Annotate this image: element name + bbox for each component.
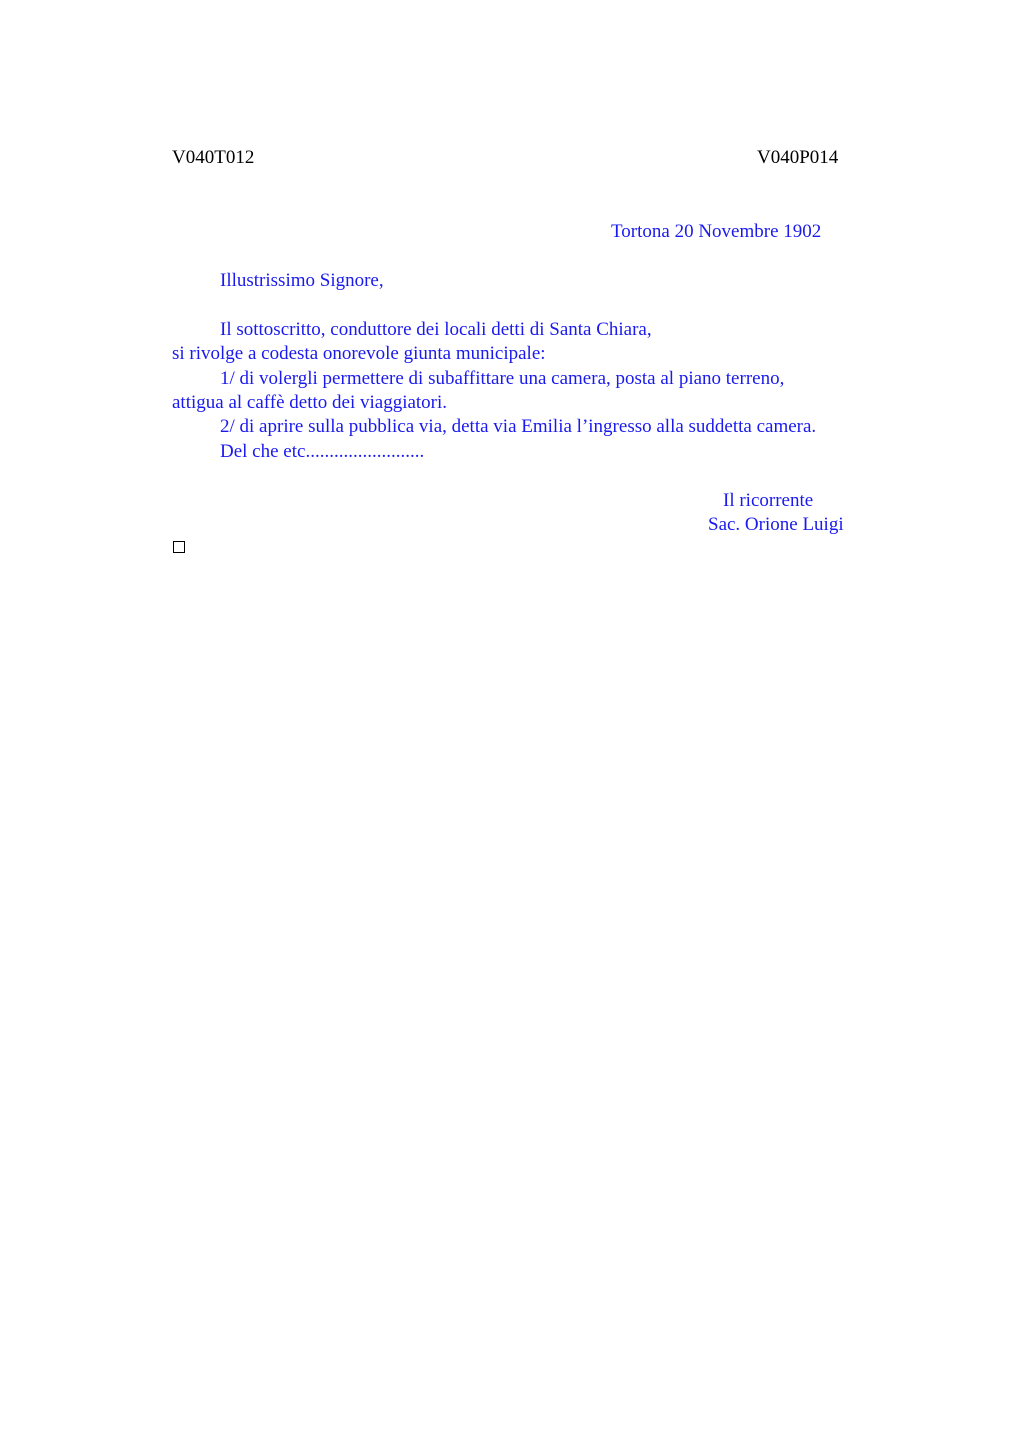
body-line: Il sottoscritto, conduttore dei locali detti di Santa Chiara, [220, 319, 652, 340]
body-line: 2/ di aprire sulla pubblica via, detta via Emilia l’ingresso alla suddetta camera. [220, 416, 817, 437]
closing: Il ricorrente [723, 490, 814, 511]
signature: Sac. Orione Luigi [708, 514, 844, 535]
place-date: Tortona 20 Novembre 1902 [611, 221, 822, 242]
body-line: attigua al caffè detto dei viaggiatori. [172, 392, 448, 413]
body-line: si rivolge a codesta onorevole giunta municipale: [172, 343, 546, 364]
salutation: Illustrissimo Signore, [220, 270, 384, 291]
checkbox-square-icon [173, 541, 185, 553]
body-line: Del che etc......................... [220, 441, 425, 462]
header-right-code: V040P014 [757, 147, 839, 168]
body-line: 1/ di volergli permettere di subaffittare una camera, posta al piano terreno, [220, 368, 785, 389]
header-left-code: V040T012 [172, 147, 255, 168]
